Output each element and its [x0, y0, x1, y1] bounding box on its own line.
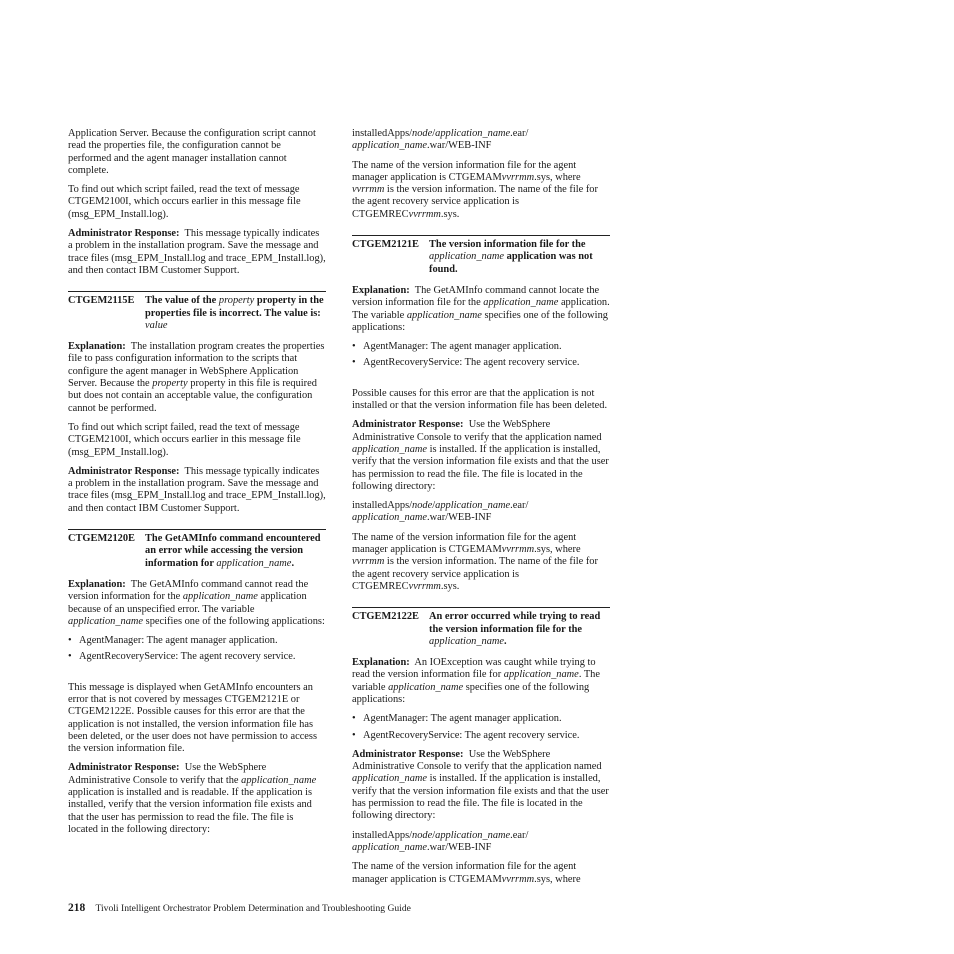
page-number: 218: [68, 902, 86, 914]
message-code: CTGEM2122E: [352, 611, 419, 623]
message-title: The version information file for the application_name application was not found.: [429, 239, 593, 275]
admin-response: Administrator Response: Use the WebSphere Administrative Console to verify that the application_name application is installed and is readable. If the application is installed, verify that the version information file exists and that the user has permission to read the file. The file is located in the following directory:: [68, 762, 317, 835]
directory-path: installedApps/node/application_name.ear/ application_name.war/WEB-INF: [352, 829, 529, 853]
list-item: • AgentRecoveryService: The agent recovery service.: [352, 357, 610, 369]
explanation: Explanation: The installation program creates the properties file to pass configuration information to the scripts that configure the agent manager in WebSphere Application Server. Because the property property in this file is required but does not contain an acceptable value, the configuration cannot be performed.: [68, 341, 325, 414]
paragraph: The name of the version information file for the agent manager application is CTGEMAMvvrrmm.sys, where vvrrmm is the version information. The name of the file for the agent recovery service application is CTGEMRECvvrrmm.sys.: [352, 531, 598, 592]
message-title: The GetAMInfo command encountered an error while accessing the version information for application_name.: [145, 533, 321, 569]
paragraph: To find out which script failed, read the text of message CTGEM2100I, which occurs earlier in this message file (msg_EPM_Install.log).: [68, 421, 301, 458]
message-heading-ctgem2120e: [68, 529, 326, 570]
application-list: [68, 635, 326, 664]
admin-response: Administrator Response: This message typically indicates a problem in the installation program. Save the message and trace files (msg_EPM_Install.log and trace_EPM_Install.log), and then contact IBM Customer Support.: [68, 465, 326, 514]
paragraph: This message is displayed when GetAMInfo encounters an error that is not covered by messages CTGEM2121E or CTGEM2122E. Possible causes for this error are that the application is not installed, the version information file has been deleted, or the user does not have permission to access the version information file.: [68, 681, 318, 755]
message-heading-ctgem2115e: [68, 291, 326, 332]
list-item: • AgentRecoveryService: The agent recovery service.: [68, 651, 326, 663]
message-title: An error occurred while trying to read the version information file for the application_name.: [429, 611, 601, 647]
explanation: Explanation: An IOException was caught while trying to read the version information file for application_name. The variable application_name specifies one of the following applications:: [352, 657, 600, 705]
list-item: • AgentManager: The agent manager application.: [68, 635, 326, 647]
directory-path: installedApps/node/application_name.ear/ application_name.war/WEB-INF: [352, 500, 529, 524]
admin-response: Administrator Response: Use the WebSphere Administrative Console to verify that the application named application_name is installed. If the application is installed, verify that the version information file exists and that the user has permission to read the file. The file is located in the following directory:: [352, 748, 609, 822]
message-code: CTGEM2120E: [68, 533, 135, 545]
paragraph: Application Server. Because the configuration script cannot read the properties file, the configuration cannot be performed and the agent manager installation cannot complete.: [68, 128, 316, 176]
application-list: [352, 713, 610, 742]
text: This message typically indicates a problem in the installation program. Save the message and trace files (msg_EPM_Install.log and trace_EPM_Install.log), and then contact IBM Customer Support.: [68, 228, 326, 276]
message-title: The value of the property property in the properties file is incorrect. The value is: value: [145, 295, 324, 331]
label: Administrator Response:: [68, 228, 180, 240]
admin-response: Administrator Response: Use the WebSphere Administrative Console to verify that the application named application_name is installed. If the application is installed, verify that the version information file exists and that the user has permission to read the file. The file is located in the following directory:: [352, 419, 609, 492]
admin-response: [68, 228, 326, 277]
directory-path: installedApps/node/application_name.ear/ application_name.war/WEB-INF: [352, 128, 529, 152]
paragraph: The name of the version information file for the agent manager application is CTGEMAMvvrrmm.sys, where: [352, 861, 581, 885]
paragraph: Possible causes for this error are that the application is not installed or that the version information file has been deleted.: [352, 387, 608, 412]
left-column: [68, 128, 326, 843]
explanation: Explanation: The GetAMInfo command cannot read the version information for the application_name application because of an unspecified error. The variable application_name specifies one of the following applications:: [68, 578, 325, 627]
book-title: Tivoli Intelligent Orchestrator Problem Determination and Troubleshooting Guide: [95, 903, 411, 914]
application-list: [352, 341, 610, 370]
list-item: • AgentRecoveryService: The agent recovery service.: [352, 730, 610, 742]
message-heading-ctgem2122e: [352, 607, 610, 648]
paragraph: The name of the version information file for the agent manager application is CTGEMAMvvrrmm.sys, where vvrrmm is the version information. The name of the file for the agent recovery service application is CTGEMRECvvrrmm.sys.: [352, 159, 598, 220]
right-column: [352, 128, 610, 893]
message-code: CTGEM2115E: [68, 295, 135, 307]
paragraph: To find out which script failed, read the text of message CTGEM2100I, which occurs earlier in this message file (msg_EPM_Install.log).: [68, 184, 301, 220]
list-item: • AgentManager: The agent manager application.: [352, 341, 610, 353]
page-footer: [68, 902, 411, 914]
list-item: • AgentManager: The agent manager application.: [352, 713, 610, 725]
message-code: CTGEM2121E: [352, 239, 419, 251]
explanation: Explanation: The GetAMInfo command cannot locate the version information file for the application_name application. The variable application_name specifies one of the following applications:: [352, 284, 610, 333]
message-heading-ctgem2121e: [352, 235, 610, 276]
